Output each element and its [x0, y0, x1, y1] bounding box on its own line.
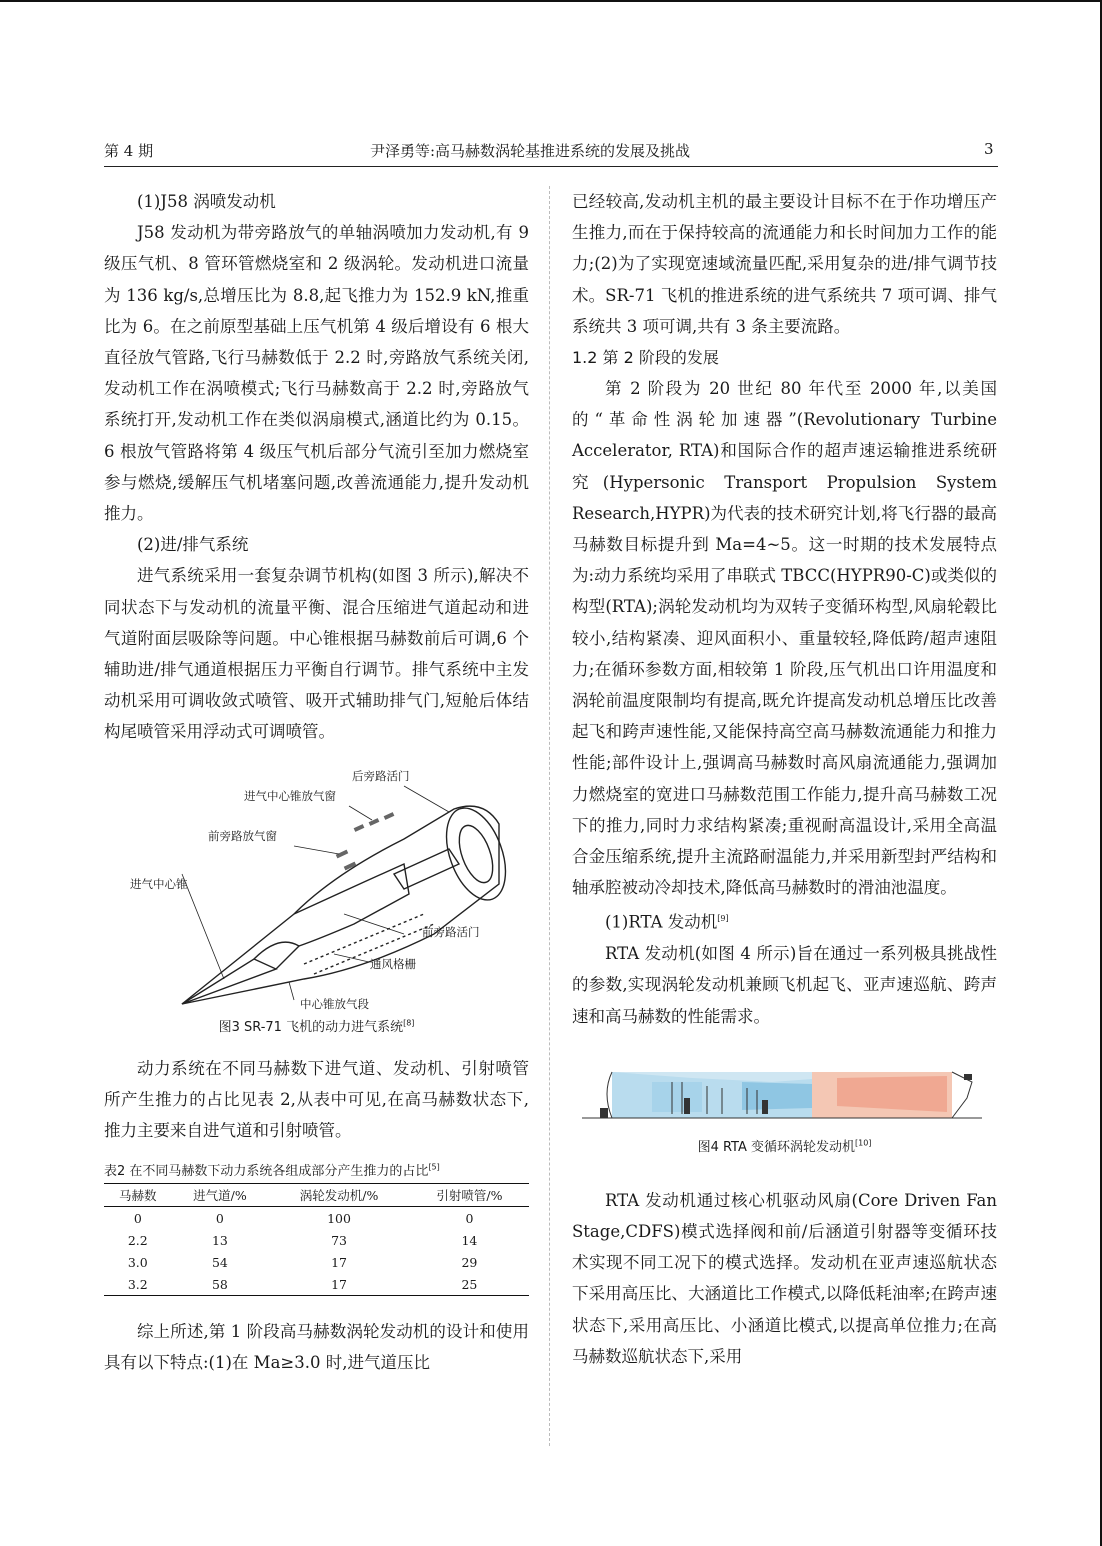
table-row: [104, 1251, 529, 1273]
running-title: 尹泽勇等:高马赫数涡轮基推进系统的发展及挑战: [370, 142, 691, 160]
label-inlet-cone: 进气中心锥: [130, 876, 188, 891]
table-cell: 0: [465, 1210, 474, 1226]
label-cone-bleed-section: 中心锥放气段: [300, 996, 369, 1011]
table-cell: 54: [211, 1254, 228, 1270]
figure-3-caption: 图3 SR-71 飞机的动力进气系统[8]: [218, 1018, 415, 1035]
table-cell: 100: [327, 1210, 351, 1226]
rta-paragraph: RTA 发动机(如图 4 所示)旨在通过一系列极具挑战性的参数,实现涡轮发动机兼顾飞机起飞、亚声速巡航、跨声速和高马赫数的性能需求。: [572, 944, 997, 1026]
figure-4-rta-engine: [572, 1068, 997, 1130]
figure-3-sr71-inlet: [104, 764, 529, 1014]
inlet-paragraph: 进气系统采用一套复杂调节机构(如图 3 所示),解决不同状态下与发动机的流量平衡、混合压缩进气道起动和进气道附面层吸除等问题。中心锥根据马赫数前后可调,6 个辅助进/排气通道根据压力平衡自行调节。排气系统中主发动机采用可调收敛式喷管、吸开式辅助排气门,短舱后体结构尾喷管采用浮动式可调喷管。: [104, 566, 529, 742]
table-header: 马赫数: [119, 1188, 157, 1204]
summary-paragraph: 综上所述,第 1 阶段高马赫数涡轮发动机的设计和使用具有以下特点:(1)在 Ma≥3.0 时,进气道压比: [104, 1322, 529, 1373]
issue-label: 第 4 期: [104, 142, 154, 160]
label-cone-bleed-window: 进气中心锥放气窗: [244, 788, 336, 803]
table-cell: 58: [211, 1276, 228, 1292]
thrust-paragraph: 动力系统在不同马赫数下进气道、发动机、引射喷管所产生推力的占比见表 2,从表中可见,在高马赫数状态下,推力主要来自进气道和引射喷管。: [104, 1058, 529, 1141]
table-cell: 3.2: [127, 1276, 148, 1292]
rta-heading: (1)RTA 发动机[9]: [605, 912, 729, 932]
table-2-caption: 表2 在不同马赫数下动力系统各组成部分产生推力的占比[5]: [104, 1162, 440, 1180]
table-header: 涡轮发动机/%: [299, 1188, 379, 1204]
table-header: 引射喷管/%: [436, 1188, 503, 1204]
label-rear-bypass-door: 后旁路活门: [352, 768, 410, 783]
table-header: 进气道/%: [193, 1188, 247, 1204]
table-cell: 2.2: [127, 1232, 148, 1248]
table-cell: 25: [461, 1276, 478, 1292]
column-divider: [549, 186, 550, 1446]
section-1-2-heading: 1.2 第 2 阶段的发展: [572, 348, 719, 368]
label-forward-bypass-window: 前旁路放气窗: [208, 828, 277, 843]
table-cell: 0: [133, 1210, 142, 1226]
inlet-heading: (2)进/排气系统: [137, 535, 249, 555]
table-row: [104, 1273, 529, 1296]
right-column: [572, 186, 997, 1372]
table-cell: 0: [215, 1210, 224, 1226]
header-rule: [104, 166, 998, 167]
table-cell: 14: [461, 1232, 478, 1248]
stage2-paragraph: 第 2 阶段为 20 世纪 80 年代至 2000 年,以美国的“革命性涡轮加速器”(Revolutionary Turbine Accelerator, RTA)和国际合作的超声速运输推进系统研究(Hypersonic Transport Propulsion System Research,HYPR)为代表的技术研究计划,将飞行器的最高马赫数目标提升到 Ma=4~5。这一时期的技术发展特点为:动力系统均采用了串联式 TBCC(HYPR90-C)或类似的构型(RTA);涡轮发动机均为双转子变循环构型,风扇轮毂比较小,结构紧凑、迎风面积小、重量较轻,降低跨/超声速阻力;在循环参数方面,相较第 1 阶段,压气机出口许用温度和涡轮前温度限制均有提高,既允许提高发动机总增压比改善起飞和跨声速性能,又能保持高空高马赫数流通能力和推力性能;部件设计上,强调高马赫数时高风扇流通能力,强调加力燃烧室的宽进口马赫数范围工作能力,提升高马赫数工况下的推力,同时力求结构紧凑;重视耐高温设计,采用全高温合金压缩系统,提升主流路耐温能力,并采用新型封严结构和轴承腔被动冷却技术,降低高马赫数时的滑油池温度。: [572, 379, 997, 898]
table-row: [104, 1207, 529, 1230]
table-cell: 3.0: [127, 1254, 148, 1270]
thrust-share-table: [104, 1183, 529, 1296]
j58-paragraph: J58 发动机为带旁路放气的单轴涡喷加力发动机,有 9 级压气机、8 管环管燃烧室和 2 级涡轮。发动机进口流量为 136 kg/s,总增压比为 8.8,起飞推力为 152.9 kN,推重比为 6。在之前原型基础上压气机第 4 级后增设有 6 根大直径放气管路,飞行马赫数低于 2.2 时,旁路放气系统关闭,发动机工作在涡喷模式;飞行马赫数高于 2.2 时,旁路放气系统打开,发动机工作在类似涡扇模式,涵道比约为 0.15。6 根放气管路将第 4 级压气机后部分气流引至加力燃烧室参与燃烧,缓解压气机堵塞问题,改善流通能力,提升发动机推力。: [104, 223, 529, 524]
j58-heading: (1)J58 涡喷发动机: [137, 192, 276, 211]
page-number: 3: [984, 140, 994, 158]
table-cell: 17: [331, 1254, 347, 1270]
table-cell: 73: [331, 1232, 347, 1248]
cdfs-paragraph: RTA 发动机通过核心机驱动风扇(Core Driven Fan Stage,CDFS)模式选择阀和前/后涵道引射器等变循环技术实现不同工况下的模式选择。发动机在亚声速巡航状态下采用高压比、大涵道比工作模式,以降低耗油率;在跨声速状态下,采用高压比、小涵道比模式,以提高单位推力;在高马赫数巡航状态下,采用: [572, 1190, 997, 1366]
figure-4-caption: 图4 RTA 变循环涡轮发动机[10]: [697, 1138, 872, 1155]
continued-paragraph: 已经较高,发动机主机的最主要设计目标不在于作功增压产生推力,而在于保持较高的流通能力和长时间加力工作的能力;(2)为了实现宽速域流量匹配,采用复杂的进/排气调节技术。SR-71 飞机的推进系统的进气系统共 7 项可调、排气系统共 3 项可调,共有 3 条主要流路。: [572, 192, 997, 336]
left-column: [104, 186, 529, 1379]
label-forward-bypass-door: 前旁路活门: [422, 924, 480, 939]
table-cell: 29: [461, 1254, 478, 1270]
rta-engine-drawing: [572, 1068, 997, 1130]
page-top-border: [0, 0, 1102, 2]
table-cell: 13: [211, 1232, 228, 1248]
table-cell: 17: [331, 1276, 347, 1292]
label-vent-grille: 通风格栅: [370, 956, 416, 971]
table-row: [104, 1229, 529, 1251]
